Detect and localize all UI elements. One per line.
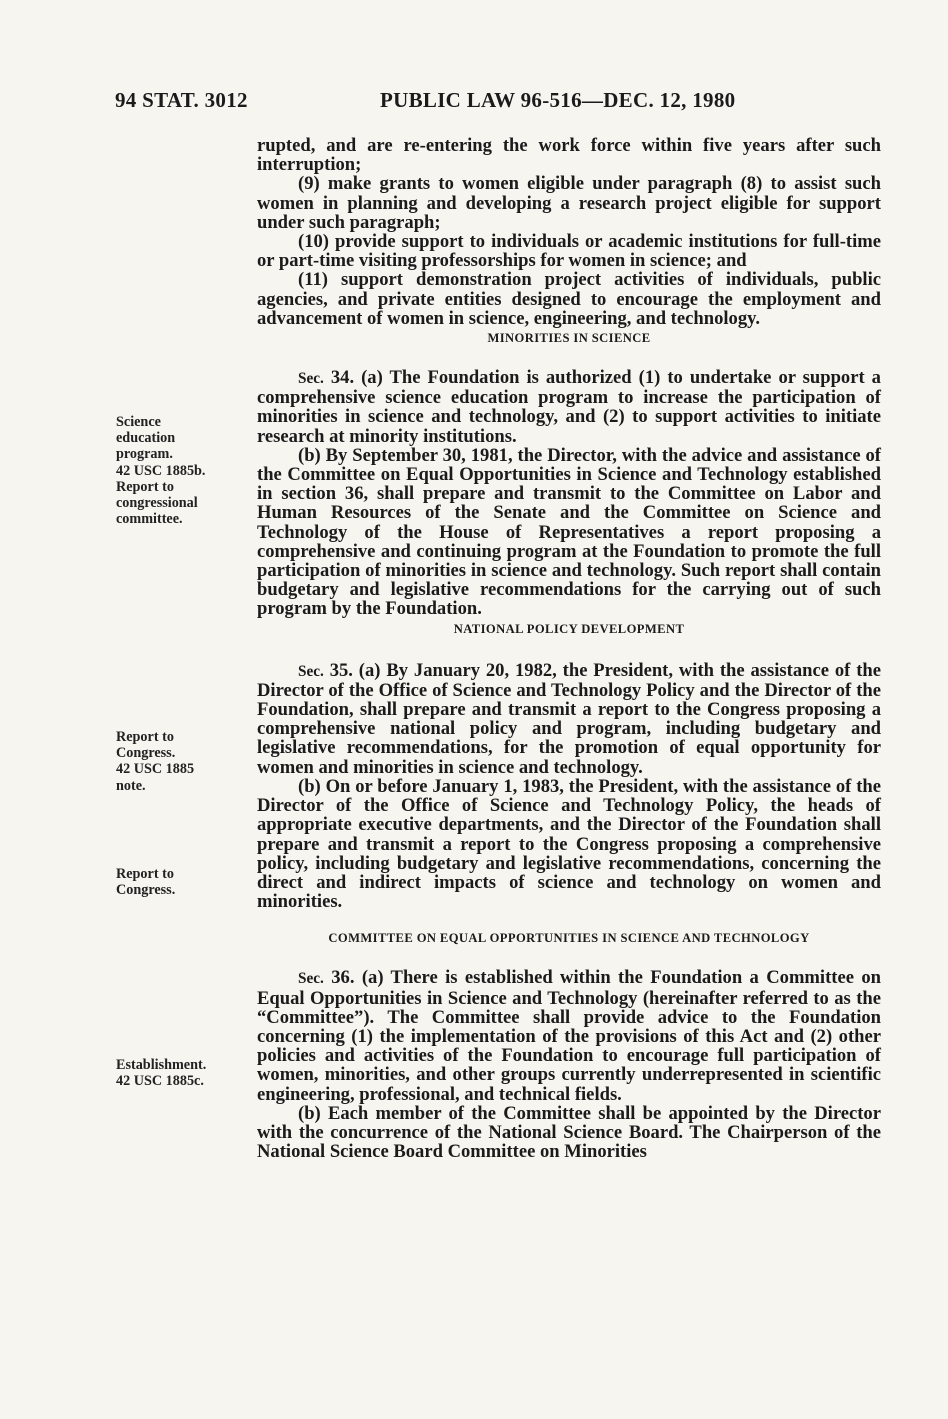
section-label: Sec. [298, 370, 324, 388]
margin-note-line: congressional [116, 495, 198, 512]
margin-note-line: education [116, 430, 176, 447]
margin-note-line: Report to [116, 729, 174, 745]
margin-note-line: note. [116, 777, 146, 794]
section-35-b: (b) On or before January 1, 1983, the President, with the assistance of the Director of the Office of Science and Technology Policy, the heads of appropriate executive departments, and the Director of the Foundation shall prepare and transmit a report to the Congress proposing a comprehensive policy, including budgetary and legislative recommendations, concerning the direct and indirect impacts of science and technology on women and minorities. [257, 775, 881, 913]
margin-note-sec35b [116, 866, 236, 898]
heading-committee-equal-opportunities: COMMITTEE ON EQUAL OPPORTUNITIES IN SCIENCE AND TECHNOLOGY [328, 931, 810, 946]
margin-note-line: 42 USC 1885b. [116, 462, 206, 479]
page-header [0, 88, 948, 118]
margin-note-line: 42 USC 1885 [116, 761, 195, 778]
margin-note-line: Report to [116, 478, 174, 495]
margin-note-line: program. [116, 446, 173, 463]
section-label: Sec. [298, 970, 324, 988]
public-law-title: PUBLIC LAW 96-516—DEC. 12, 1980 [380, 88, 736, 112]
section-35-a-text: 35. (a) By January 20, 1982, the President, with the assistance of the Director of the Office of Science and Technology Policy and the Director of the Foundation, shall prepare and transmit a report to the Congress proposing a comprehensive national policy and program, including budgetary and legislative recommendations, for the promotion of equal opportunity for women and minorities in science and technology. [257, 659, 881, 778]
margin-note-sec36 [116, 1057, 236, 1089]
margin-note-sec34 [116, 414, 236, 527]
statute-page-number: 94 STAT. 3012 [115, 88, 248, 112]
section-34-b: (b) By September 30, 1981, the Director, with the advice and assistance of the Committee on Equal Opportunities in Science and Technology established in section 36, shall prepare and transmit to the Committee on Labor and Human Resources of the Senate and the Committee on Science and Technology of the House of Representatives a report proposing a comprehensive and continuing program at the Foundation to promote the full participation of minorities in science and technology. Such report shall contain budgetary and legislative recommendations for the carrying out of such program by the Foundation. [257, 444, 881, 620]
heading-minorities-in-science: MINORITIES IN SCIENCE [487, 331, 651, 346]
margin-note-line: 42 USC 1885c. [116, 1073, 204, 1090]
section-36-b: (b) Each member of the Committee shall be appointed by the Director with the concurrence of the National Science Board. The Chairperson of the National Science Board Committee on Minorities [257, 1102, 881, 1163]
margin-note-line: Congress. [116, 745, 176, 762]
margin-note-line: Report to [116, 866, 174, 882]
statute-body [257, 136, 881, 1161]
continuation-paragraph: rupted, and are re-entering the work force within five years after such interruption; [257, 135, 881, 176]
margin-note-line: committee. [116, 511, 183, 528]
section-35-a [257, 661, 881, 777]
margin-note-line: Science [116, 414, 161, 430]
section-34-a [257, 368, 881, 446]
section-label: Sec. [298, 662, 324, 680]
margin-note-line: Establishment. [116, 1057, 207, 1073]
margin-note-line: Congress. [116, 882, 176, 899]
section-36-a [257, 968, 881, 1103]
heading-national-policy-development: NATIONAL POLICY DEVELOPMENT [453, 621, 685, 636]
paragraph-9: (9) make grants to women eligible under paragraph (8) to assist such women in planning and developing a research project eligible for support under such paragraph; [257, 173, 881, 233]
paragraph-11: (11) support demonstration project activities of individuals, public agencies, and private entities designed to encourage the employment and advancement of women in science, engineering, and technology. [257, 269, 881, 329]
paragraph-10: (10) provide support to individuals or academic institutions for full-time or part-time visiting professorships for women in science; and [257, 231, 881, 272]
margin-note-sec35a [116, 729, 236, 794]
section-36-a-text: 36. (a) There is established within the Foundation a Committee on Equal Opportunities in Science and Technology (hereinafter referred to as the “Committee”). The Committee shall provide advice to the Foundation concerning (1) the implementation of the provisions of this Act and (2) other policies and activities of the Foundation to encourage full participation of women, minorities, and other groups currently underrepresented in scientific engineering, professional, and technical fields. [257, 967, 881, 1105]
section-34-a-text: 34. (a) The Foundation is authorized (1) to undertake or support a comprehensive science education program to increase the participation of minorities in science and technology, and (2) to support activities to initiate research at minority institutions. [257, 367, 881, 447]
